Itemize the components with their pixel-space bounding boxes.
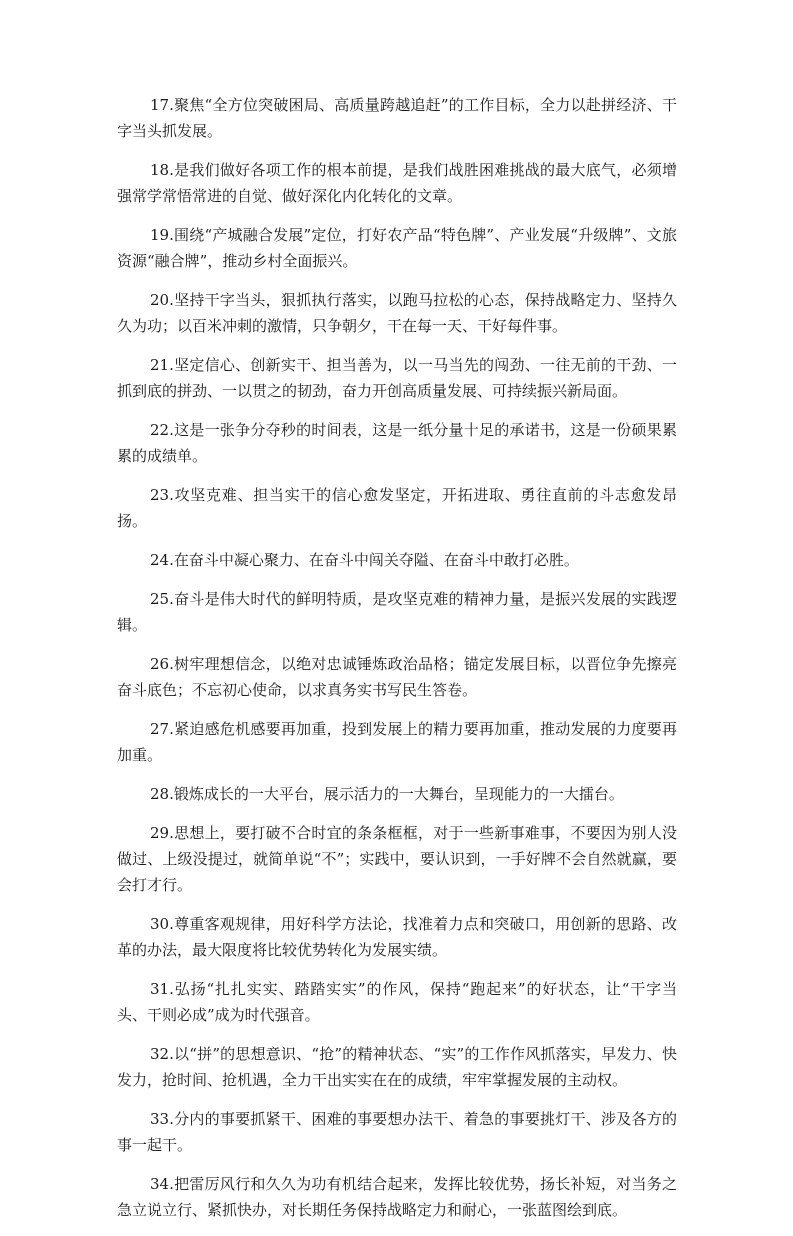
document-page	[117, 92, 677, 1236]
paragraph-17: 17.聚焦“全方位突破困局、高质量跨越追赶”的工作目标，全力以赴拼经济、干字当头抓发展。	[117, 96, 677, 140]
paragraph-18: 18.是我们做好各项工作的根本前提，是我们战胜困难挑战的最大底气，必须增强常学常悟常进的自觉、做好深化内化转化的文章。	[117, 161, 677, 205]
paragraph-34: 34.把雷厉风行和久久为功有机结合起来，发挥比较优势，扬长补短，对当务之急立说立行、紧抓快办，对长期任务保持战略定力和耐心，一张蓝图绘到底。	[117, 1175, 677, 1219]
paragraph-27: 27.紧迫感危机感要再加重，投到发展上的精力要再加重，推动发展的力度要再加重。	[117, 720, 677, 764]
paragraph-32: 32.以“拼”的思想意识、“抢”的精神状态、“实”的工作作风抓落实，早发力、快发力，抢时间、抢机遇，全力干出实实在在的成绩，牢牢掌握发展的主动权。	[117, 1045, 677, 1089]
paragraph-29: 29.思想上，要打破不合时宜的条条框框，对于一些新事难事，不要因为别人没做过、上级没提过，就简单说“不”；实践中，要认识到，一手好牌不会自然就赢，要会打才行。	[117, 824, 677, 894]
paragraph-25: 25.奋斗是伟大时代的鲜明特质，是攻坚克难的精神力量，是振兴发展的实践逻辑。	[117, 590, 677, 634]
paragraph-30: 30.尊重客观规律，用好科学方法论，找准着力点和突破口，用创新的思路、改革的办法，最大限度将比较优势转化为发展实绩。	[117, 915, 677, 959]
paragraph-26: 26.树牢理想信念，以绝对忠诚锤炼政治品格；锚定发展目标，以晋位争先擦亮奋斗底色；不忘初心使命，以求真务实书写民生答卷。	[117, 655, 677, 699]
paragraph-22: 22.这是一张争分夺秒的时间表，这是一纸分量十足的承诺书，这是一份硕果累累的成绩单。	[117, 421, 677, 465]
paragraph-20: 20.坚持干字当头，狠抓执行落实，以跑马拉松的心态，保持战略定力、坚持久久为功；以百米冲刺的激情，只争朝夕，干在每一天、干好每件事。	[117, 291, 677, 335]
paragraph-31: 31.弘扬“扎扎实实、踏踏实实”的作风，保持“跑起来”的好状态，让“干字当头、干则必成”成为时代强音。	[117, 980, 677, 1024]
paragraph-24: 24.在奋斗中凝心聚力、在奋斗中闯关夺隘、在奋斗中敢打必胜。	[150, 551, 579, 569]
paragraph-28: 28.锻炼成长的一大平台，展示活力的一大舞台，呈现能力的一大擂台。	[150, 785, 624, 803]
paragraph-33: 33.分内的事要抓紧干、困难的事要想办法干、着急的事要挑灯干、涉及各方的事一起干。	[117, 1110, 677, 1154]
paragraph-23: 23.攻坚克难、担当实干的信心愈发坚定，开拓进取、勇往直前的斗志愈发昂扬。	[117, 486, 677, 530]
paragraph-19: 19.围绕“产城融合发展”定位，打好农产品“特色牌”、产业发展“升级牌”、文旅资源“融合牌”，推动乡村全面振兴。	[117, 226, 677, 270]
paragraph-21: 21.坚定信心、创新实干、担当善为，以一马当先的闯劲、一往无前的干劲、一抓到底的拼劲、一以贯之的韧劲，奋力开创高质量发展、可持续振兴新局面。	[117, 356, 677, 400]
